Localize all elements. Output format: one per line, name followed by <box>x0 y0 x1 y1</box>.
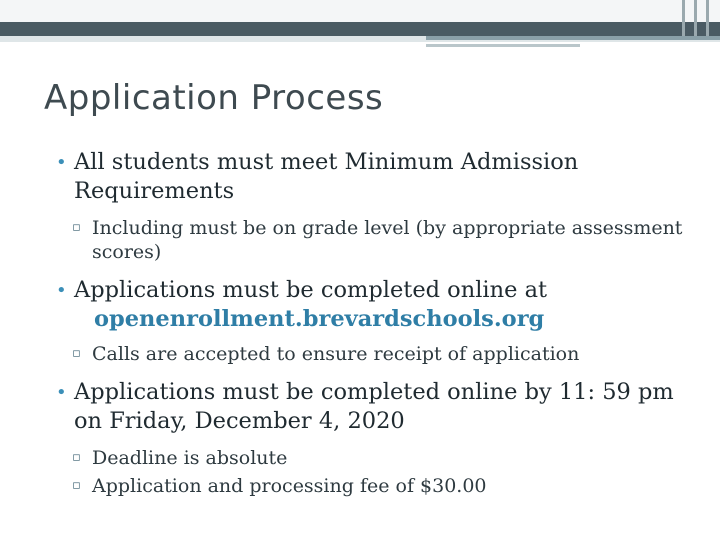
bullet-dot-icon: • <box>56 382 67 403</box>
slide-body <box>52 148 702 510</box>
bullet-text: All students must meet Minimum Admission Requirements <box>74 149 579 204</box>
header-accent-line <box>426 36 720 40</box>
sub-bullet-item <box>52 474 702 498</box>
sub-bullet-text: Application and processing fee of $30.00 <box>92 475 487 497</box>
sub-bullet-text: Including must be on grade level (by appropriate assessment scores) <box>92 217 683 263</box>
bullet-text: Applications must be completed online at <box>74 277 548 303</box>
bullet-text: Applications must be completed online by 11: 59 pm on Friday, December 4, 2020 <box>74 379 674 434</box>
sub-bullet-text: Deadline is absolute <box>92 447 288 469</box>
sub-bullet-text: Calls are accepted to ensure receipt of application <box>92 343 580 365</box>
bullet-dot-icon: • <box>56 280 67 301</box>
header-accent-line-short <box>426 44 580 47</box>
bullet-item <box>52 276 702 334</box>
slide-title: Application Process <box>44 78 384 118</box>
square-bullet-icon: ▫ <box>72 450 81 465</box>
sub-bullet-item <box>52 446 702 470</box>
header-dark-strip <box>0 22 720 36</box>
enrollment-link[interactable]: openenrollment.brevardschools.org <box>94 306 545 332</box>
bullet-item <box>52 148 702 206</box>
square-bullet-icon: ▫ <box>72 220 81 235</box>
header-vertical-lines <box>680 0 720 36</box>
sub-bullet-item <box>52 342 702 366</box>
square-bullet-icon: ▫ <box>72 478 81 493</box>
bullet-item <box>52 378 702 436</box>
sub-bullet-item <box>52 216 702 264</box>
bullet-dot-icon: • <box>56 152 67 173</box>
square-bullet-icon: ▫ <box>72 346 81 361</box>
slide-header-band <box>0 0 720 22</box>
